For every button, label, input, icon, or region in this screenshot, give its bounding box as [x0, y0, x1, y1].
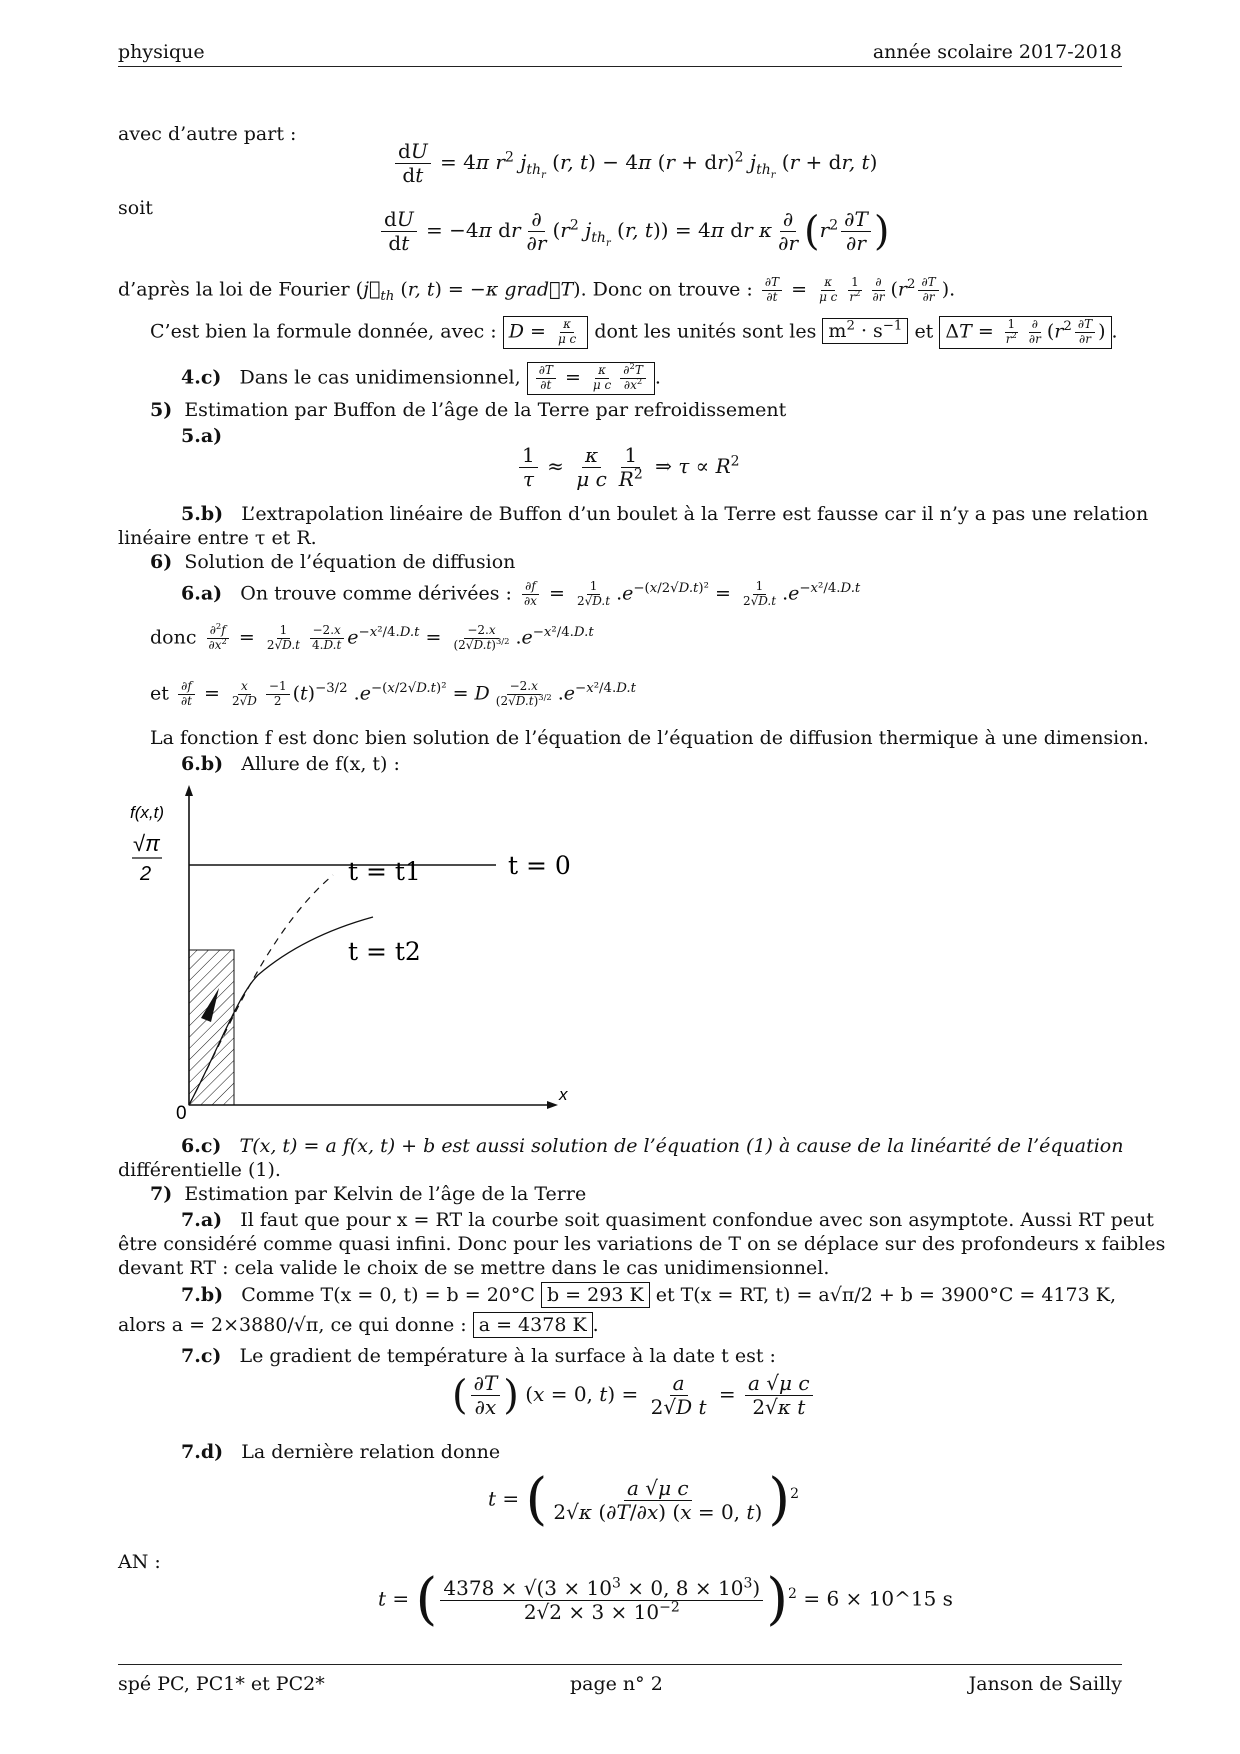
q5b-line-1: 5.b) L’extrapolation linéaire de Buffon d’un boulet à la Terre est fausse car il n’y a pas une relation	[181, 503, 1149, 525]
equation-5a: $\frac{1}{\tau}$ ≈ $\frac{\kappa}{\text{μ c}}$ $\frac{1}{R^2}$ ⇒ $\tau \propto R^2$	[516, 444, 740, 491]
equation-dU-dt-2: $\frac{dU}{dt}$ = −4π dr $\frac{\partial}{\partial r}$ ($r^2$ $j_{th_r}$ (r, t)) = 4π dr κ $\frac{\partial}{\partial r}$ ($r^2$ $\frac{\partial T}{\partial r}$ )	[378, 208, 889, 255]
equation-an: t = ( $\frac{4378 \times √(3 \times 10^3 \times 0, 8 \times 10^3)}{2√2 \times 3 \times 10^{-2}}$ )$^2$ = 6 × 10^15 s	[378, 1567, 953, 1632]
q7b-box-a: a = 4378 K	[473, 1312, 593, 1338]
q6-conclusion: La fonction f est donc bien solution de l’équation de l’équation de diffusion thermique à une dimension.	[150, 727, 1149, 749]
q6a-second-derivative: donc $\frac{\partial^2f}{\partial x^2}$ = $\frac{1}{2√D.t}$ $\frac{-2.x}{4.D.t}$ $e^{-x^2/4.D.t}$ = $\frac{-2.x}{(2√D.t)^{3/2}}$ $.e^{-x^2/4.D.t}$	[150, 621, 594, 652]
q6c-line-1: 6.c) T(x, t) = a f(x, t) + b est aussi solution de l’équation (1) à cause de la linéarité de l’équation	[181, 1135, 1124, 1157]
fourier-line: d’après la loi de Fourier ($j⃗_{th}$ (r, t) = −κ grad⃗T). Donc on trouve : $\frac{\partial T}{\partial t}$ = $\frac{\kappa}{\text{μ c}}$ $\frac{1}{r^2}$ $\frac{\partial}{\partial r}$ ($r^2$ $\frac{\partial T}{\partial r}$ ).	[118, 275, 956, 305]
q7a-line-2: être considéré comme quasi infini. Donc pour les variations de T on se déplace sur des profondeurs x faibles	[118, 1233, 1166, 1255]
header-left: physique	[118, 41, 205, 63]
equation-7c: ( $\frac{\partial T}{\partial x}$ ) (x = 0, t) = $\frac{a}{\text{2√D t}}$ = $\frac{\text{a √μ c}}{\text{2√κ t}}$	[452, 1372, 816, 1419]
footer-left: spé PC, PC1* et PC2*	[118, 1673, 325, 1695]
graph-ymark-den: 2	[140, 863, 152, 885]
equation-dU-dt-1: $\frac{dU}{dt}$ = 4π $r^2$ $j_{th_r}$ (r, t) − 4π (r + dr)$^2$ $j_{th_r}$ (r + dr, t)	[392, 140, 877, 187]
graph-ymark-num: √π	[133, 831, 160, 856]
y-axis-arrow-icon	[185, 785, 193, 796]
q5a-number: 5.a)	[181, 425, 223, 447]
graph-xlabel: x	[559, 1085, 568, 1104]
an-label: AN :	[118, 1551, 161, 1573]
q6a-line: 6.a) On trouve comme dérivées : $\frac{\partial f}{\partial x}$ = $\frac{1}{2√D.t}$ $.e^{-(x/2√D.t)^2}$ = $\frac{1}{2√D.t}$ $.e^{-x^2/4.D.t}$	[181, 579, 861, 608]
graph-ylabel: f(x,t)	[130, 803, 164, 822]
soit-text: soit	[118, 197, 153, 219]
q7c-line: 7.c) Le gradient de température à la surface à la date t est :	[181, 1345, 776, 1367]
footer-rule	[118, 1664, 1122, 1665]
q5b-line-2: linéaire entre τ et R.	[118, 527, 317, 549]
q7b-box-b: b = 293 K	[541, 1282, 650, 1308]
intro-text: avec d’autre part :	[118, 123, 297, 145]
footer-right: Janson de Sailly	[968, 1673, 1122, 1695]
q7b-line-1: 7.b) Comme T(x = 0, t) = b = 20°C b = 293 K et T(x = RT, t) = a√π/2 + b = 3900°C = 4173 K,	[181, 1284, 1116, 1306]
diffusion-graph	[118, 780, 618, 1120]
graph-label-t1: t = t1	[348, 857, 421, 886]
q6c-line-2: différentielle (1).	[118, 1159, 281, 1181]
graph-label-t2: t = t2	[348, 937, 421, 966]
q6b-line: 6.b) Allure de f(x, t) :	[181, 753, 400, 775]
q4c-line: 4.c) Dans le cas unidimensionnel, $\frac{\partial T}{\partial t}$ = $\frac{\kappa}{\text{μ c}}$ $\frac{\partial^2T}{\partial x^2}$ .	[181, 362, 661, 395]
q7d-line: 7.d) La dernière relation donne	[181, 1441, 501, 1463]
formula-given-line: C’est bien la formule donnée, avec : D = $\frac{\kappa}{\text{μ c}}$ dont les unités sont les $m^2 \cdot s^{-1}$ et ΔT = $\frac{1}{r^2}$ $\frac{\partial}{\partial r}$ ($r^2$ $\frac{\partial T}{\partial r}$ ) .	[150, 316, 1118, 349]
section-5-title: 5) Estimation par Buffon de l’âge de la Terre par refroidissement	[150, 399, 787, 421]
q7a-line-3: devant RT : cela valide le choix de se mettre dans le cas unidimensionnel.	[118, 1257, 830, 1279]
section-6-title: 6) Solution de l’équation de diffusion	[150, 551, 516, 573]
header-right: année scolaire 2017-2018	[872, 41, 1122, 63]
graph-origin: 0	[176, 1103, 187, 1120]
an-result: = 6 × 10^15 s	[803, 1586, 953, 1611]
header-rule	[118, 66, 1122, 67]
section-7-title: 7) Estimation par Kelvin de l’âge de la Terre	[150, 1183, 587, 1205]
q6a-time-derivative: et $\frac{\partial f}{\partial t}$ = $\frac{x}{2√D}$ $\frac{-1}{2}$ $(t)^{-3/2}$ $.e^{-(x/2√D.t)^2} = D$ $\frac{-2.x}{(2√D.t)^{3/2}}$ $.e^{-x^2/4.D.t}$	[150, 679, 636, 708]
q7a-line-1: 7.a) Il faut que pour x = RT la courbe soit quasiment confondue avec son asymptote. Aussi RT peut	[181, 1209, 1154, 1231]
q7b-line-2: alors a = 2×3880/√π, ce qui donne : a = 4378 K .	[118, 1314, 599, 1336]
x-axis-arrow-icon	[547, 1101, 558, 1109]
equation-7d: t = ( $\frac{\text{a √μ c}}{2√\kappa (\partial T/\partial x) (x = 0, t)}$ )$^2$	[488, 1467, 800, 1532]
footer-center: page n° 2	[570, 1673, 663, 1695]
graph-label-t0: t = 0	[508, 851, 571, 880]
